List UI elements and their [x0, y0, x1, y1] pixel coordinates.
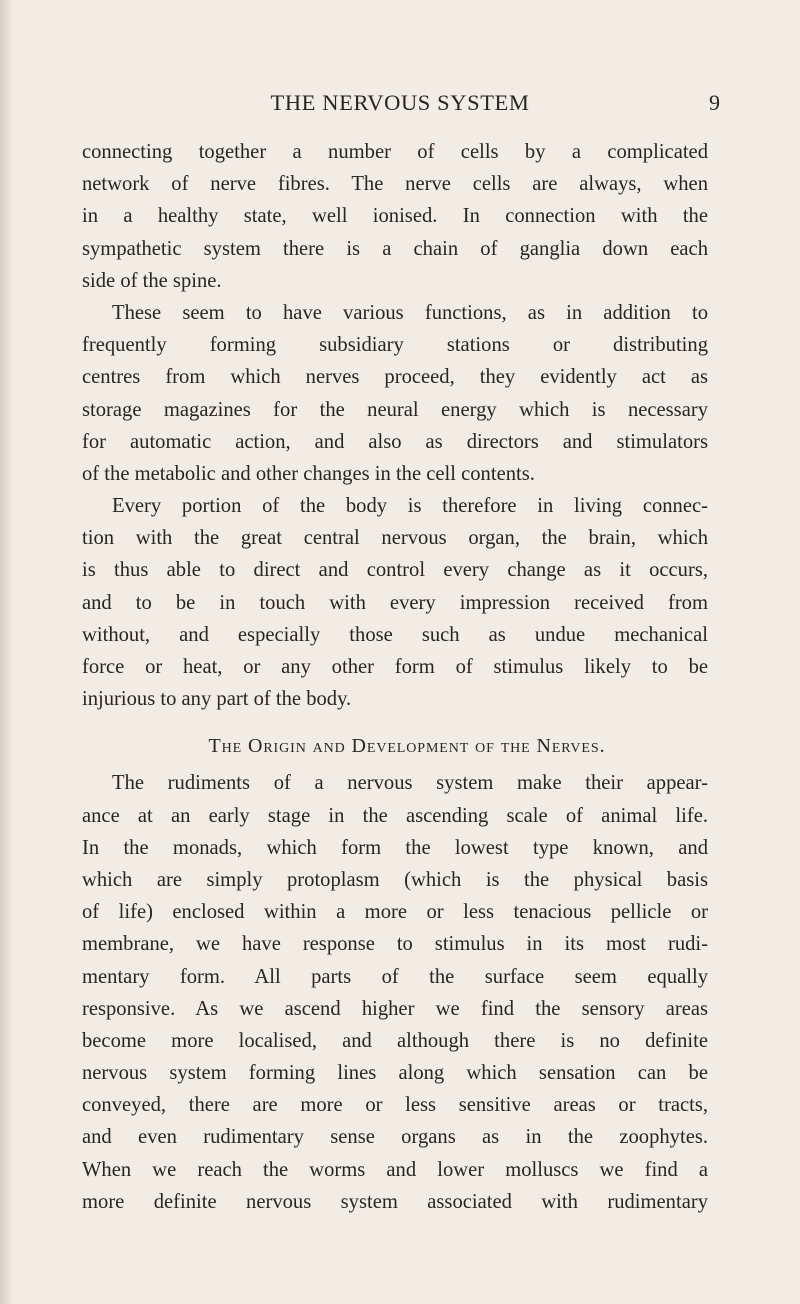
text-line: force or heat, or any other form of stimulus likely to be	[82, 656, 708, 678]
spine-shadow	[0, 0, 14, 1304]
text-line: frequently forming subsidiary stations or distributing	[82, 334, 708, 357]
text-line: of the metabolic and other changes in the cell contents.	[82, 462, 535, 485]
text-line: network of nerve fibres. The nerve cells are always, when	[82, 173, 708, 196]
text-line: is thus able to direct and control every change as it occurs,	[82, 559, 708, 582]
text-line: without, and especially those such as undue mechanical	[82, 623, 708, 646]
text-line: These seem to have various functions, as in addition to	[112, 301, 708, 324]
text-line: responsive. As we ascend higher we find the sensory areas	[82, 997, 708, 1020]
text-line: more definite nervous system associated with rudimentary	[82, 1190, 708, 1213]
text-line: sympathetic system there is a chain of ganglia down each	[82, 237, 708, 260]
text-line: nervous system forming lines along which sensation can be	[82, 1062, 708, 1085]
text-line: Every portion of the body is therefore in living connec-	[112, 495, 708, 518]
text-line: In the monads, which form the lowest type known, and	[82, 836, 708, 859]
page-number: 9	[709, 90, 720, 115]
text-line: centres from which nerves proceed, they evidently act as	[82, 366, 708, 389]
text-line: become more localised, and although there is no definite	[82, 1029, 708, 1052]
text-line: mentary form. All parts of the surface seem equally	[82, 965, 708, 988]
text-line: which are simply protoplasm (which is the physical basis	[82, 868, 708, 891]
section-heading: The Origin and Development of the Nerves.	[208, 735, 606, 758]
text-line: ance at an early stage in the ascending scale of animal life.	[82, 804, 708, 827]
text-line: tion with the great central nervous organ, the brain, which	[82, 527, 708, 550]
text-line: and to be in touch with every impression received from	[82, 591, 708, 614]
text-line: connecting together a number of cells by a complicated	[82, 141, 708, 163]
running-title: THE NERVOUS SYSTEM	[270, 90, 530, 115]
text-line: of life) enclosed within a more or less tenacious pellicle or	[82, 901, 708, 924]
text-line: membrane, we have response to stimulus in its most rudi-	[82, 933, 708, 956]
text-line: injurious to any part of the body.	[82, 688, 352, 711]
text-line: in a healthy state, well ionised. In connection with the	[82, 205, 708, 228]
running-head	[80, 86, 720, 120]
text-line: When we reach the worms and lower molluscs we find a	[82, 1158, 708, 1181]
text-line: storage magazines for the neural energy which is necessary	[82, 398, 708, 421]
text-line: for automatic action, and also as directors and stimulators	[82, 430, 708, 453]
text-line: and even rudimentary sense organs as in the zoophytes.	[82, 1126, 708, 1149]
text-line: conveyed, there are more or less sensitive areas or tracts,	[82, 1094, 708, 1117]
text-line: The rudiments of a nervous system make their appear-	[112, 772, 708, 795]
text-line: side of the spine.	[82, 269, 222, 292]
body-text	[82, 136, 708, 1218]
